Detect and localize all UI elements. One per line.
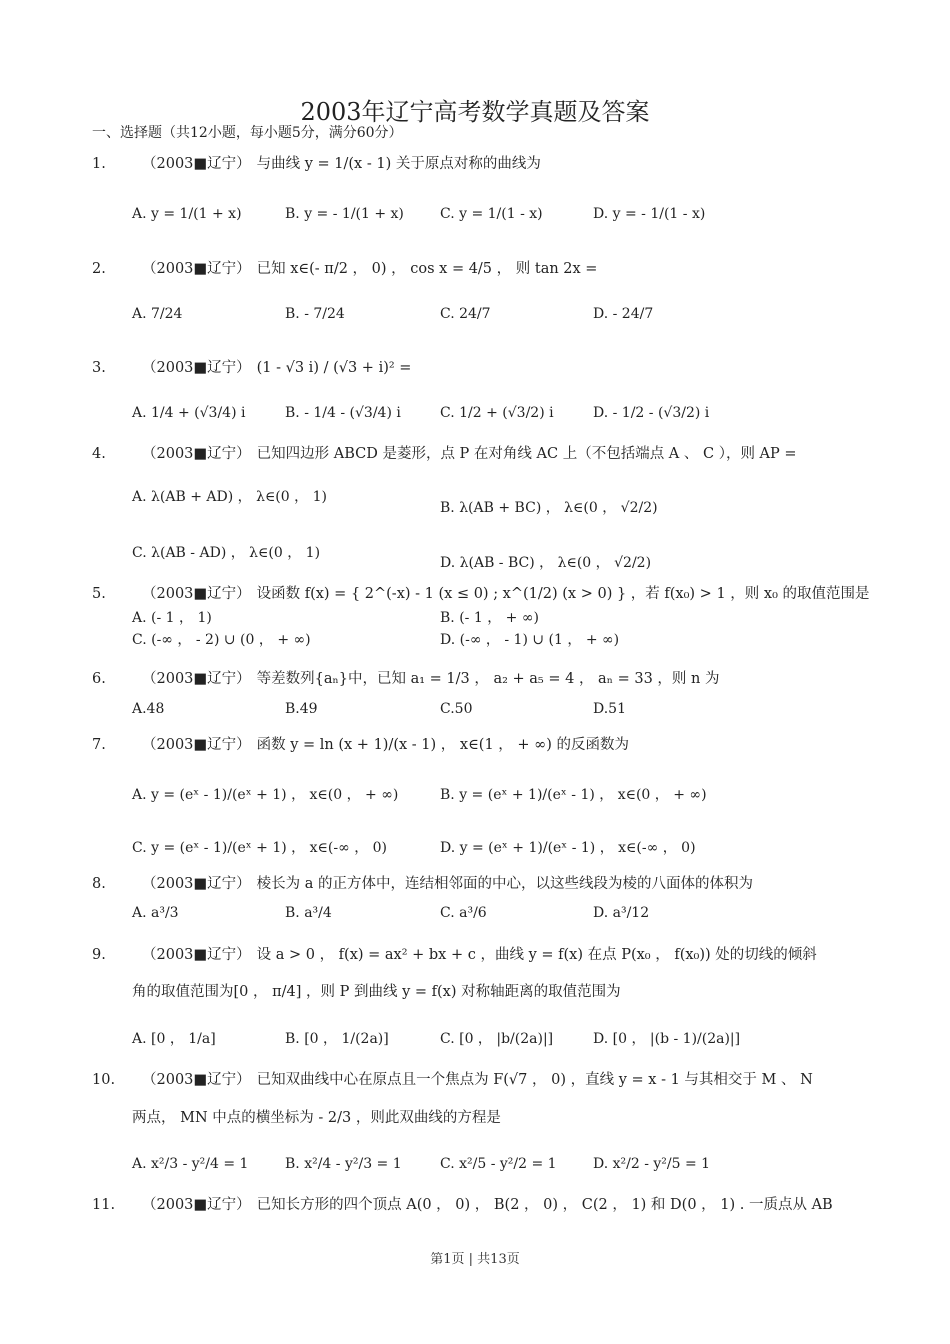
- page-title: 2003年辽宁高考数学真题及答案: [300, 98, 650, 126]
- question-7: [92, 733, 629, 754]
- option-c: C. y = 1/(1 - x): [440, 206, 543, 222]
- option-d: D. y = - 1/(1 - x): [593, 206, 706, 222]
- question-4: [92, 442, 797, 463]
- option-a: A.48: [132, 701, 165, 717]
- option-a: A. x²/3 - y²/4 = 1: [132, 1156, 249, 1172]
- option-d: D. a³/12: [593, 905, 650, 921]
- question-10-continued: 两点， MN 中点的横坐标为 - 2/3 ，则此双曲线的方程是: [132, 1110, 501, 1126]
- question-5: [92, 582, 870, 603]
- question-11: [92, 1193, 833, 1214]
- option-b: B. [0 ， 1/(2a)]: [285, 1031, 389, 1047]
- option-b: B. y = (eˣ + 1)/(eˣ - 1) ， x∈(0 ， + ∞): [440, 787, 707, 803]
- option-a: A. 7/24: [132, 306, 183, 322]
- option-a: A. y = 1/(1 + x): [132, 206, 242, 222]
- question-stem: 已知长方形的四个顶点 A(0 ， 0) ， B(2 ， 0) ， C(2 ， 1) 和 D(0 ， 1) . 一质点从 AB: [256, 1197, 833, 1213]
- question-stem: 等差数列{aₙ}中，已知 a₁ = 1/3 ， a₂ + a₅ = 4 ， aₙ = 33 ，则 n 为: [256, 671, 720, 687]
- question-number: 7.: [92, 737, 106, 753]
- question-number: 1.: [92, 156, 106, 172]
- question-stem: 棱长为 a 的正方体中，连结相邻面的中心，以这些线段为棱的八面体的体积为: [256, 876, 753, 892]
- question-stem: 已知四边形 ABCD 是菱形，点 P 在对角线 AC 上（不包括端点 A 、 C ），则 AP =: [256, 446, 797, 462]
- question-stem: 已知 x∈(- π/2 ， 0) ， cos x = 4/5 ， 则 tan 2x =: [256, 261, 598, 277]
- question-10: [92, 1068, 813, 1089]
- option-c: C.50: [440, 701, 473, 717]
- option-b: B. - 1/4 - (√3/4) i: [285, 405, 401, 421]
- option-b: B. λ(AB + BC) ， λ∈(0 ， √2/2): [440, 500, 658, 516]
- option-c: C. λ(AB - AD) ， λ∈(0 ， 1): [132, 545, 321, 561]
- question-number: 11.: [92, 1197, 116, 1213]
- option-a: A. λ(AB + AD) ， λ∈(0 ， 1): [132, 489, 327, 505]
- question-number: 6.: [92, 671, 106, 687]
- question-source: （2003■辽宁）: [142, 876, 251, 892]
- option-d: D. [0 ， |(b - 1)/(2a)|]: [593, 1031, 741, 1047]
- option-c: C. 24/7: [440, 306, 491, 322]
- section-heading: 一、选择题（共12小题，每小题5分，满分60分）: [92, 125, 403, 141]
- option-c: C. a³/6: [440, 905, 487, 921]
- option-c: C. [0 ， |b/(2a)|]: [440, 1031, 554, 1047]
- question-number: 5.: [92, 586, 106, 602]
- question-source: （2003■辽宁）: [142, 360, 251, 376]
- question-stem: 已知双曲线中心在原点且一个焦点为 F(√7 ， 0) ，直线 y = x - 1 与其相交于 M 、 N: [256, 1072, 813, 1088]
- option-a: A. [0 ， 1/a]: [132, 1031, 216, 1047]
- option-d: D. y = (eˣ + 1)/(eˣ - 1) ， x∈(-∞ ， 0): [440, 840, 696, 856]
- option-c: C. 1/2 + (√3/2) i: [440, 405, 554, 421]
- option-b: B. x²/4 - y²/3 = 1: [285, 1156, 402, 1172]
- question-source: （2003■辽宁）: [142, 671, 251, 687]
- question-3: [92, 356, 411, 377]
- option-d: D. λ(AB - BC) ， λ∈(0 ， √2/2): [440, 555, 652, 571]
- option-a: A. 1/4 + (√3/4) i: [132, 405, 246, 421]
- question-9: [92, 943, 817, 964]
- question-source: （2003■辽宁）: [142, 156, 251, 172]
- question-6: [92, 667, 719, 688]
- question-stem: 设 a > 0 ， f(x) = ax² + bx + c ，曲线 y = f(x) 在点 P(x₀ ， f(x₀)) 处的切线的倾斜: [256, 947, 817, 963]
- question-1: [92, 152, 541, 173]
- question-source: （2003■辽宁）: [142, 261, 251, 277]
- option-d: D. - 24/7: [593, 306, 654, 322]
- option-c: C. y = (eˣ - 1)/(eˣ + 1) ， x∈(-∞ ， 0): [132, 840, 388, 856]
- option-a: A. a³/3: [132, 905, 179, 921]
- option-b: B. y = - 1/(1 + x): [285, 206, 404, 222]
- question-2: [92, 257, 597, 278]
- option-d: D. x²/2 - y²/5 = 1: [593, 1156, 711, 1172]
- page-footer: 第1页 | 共13页: [430, 1252, 520, 1267]
- question-source: （2003■辽宁）: [142, 947, 251, 963]
- option-a: A. y = (eˣ - 1)/(eˣ + 1) ， x∈(0 ， + ∞): [132, 787, 399, 803]
- question-8: [92, 872, 753, 893]
- option-b: B. (- 1 ， + ∞): [440, 610, 539, 626]
- question-source: （2003■辽宁）: [142, 446, 251, 462]
- option-c: C. x²/5 - y²/2 = 1: [440, 1156, 557, 1172]
- question-source: （2003■辽宁）: [142, 1197, 251, 1213]
- question-source: （2003■辽宁）: [142, 1072, 251, 1088]
- question-number: 3.: [92, 360, 106, 376]
- question-number: 4.: [92, 446, 106, 462]
- question-source: （2003■辽宁）: [142, 737, 251, 753]
- question-number: 10.: [92, 1072, 116, 1088]
- option-a: A. (- 1 ， 1): [132, 610, 212, 626]
- option-b: B. a³/4: [285, 905, 332, 921]
- question-number: 9.: [92, 947, 106, 963]
- question-source: （2003■辽宁）: [142, 586, 251, 602]
- question-stem: 设函数 f(x) = { 2^(-x) - 1 (x ≤ 0) ; x^(1/2) (x > 0) } ，若 f(x₀) > 1 ，则 x₀ 的取值范围是: [256, 586, 870, 602]
- option-d: D.51: [593, 701, 626, 717]
- option-b: B.49: [285, 701, 318, 717]
- question-stem: 与曲线 y = 1/(x - 1) 关于原点对称的曲线为: [256, 156, 541, 172]
- question-stem: (1 - √3 i) / (√3 + i)² =: [256, 360, 412, 376]
- question-number: 8.: [92, 876, 106, 892]
- question-9-continued: 角的取值范围为[0 ， π/4] ，则 P 到曲线 y = f(x) 对称轴距离的取值范围为: [132, 984, 621, 1000]
- question-number: 2.: [92, 261, 106, 277]
- option-c: C. (-∞ ， - 2) ∪ (0 ， + ∞): [132, 632, 311, 648]
- option-d: D. (-∞ ， - 1) ∪ (1 ， + ∞): [440, 632, 620, 648]
- option-b: B. - 7/24: [285, 306, 345, 322]
- question-stem: 函数 y = ln (x + 1)/(x - 1) ， x∈(1 ， + ∞) 的反函数为: [256, 737, 629, 753]
- option-d: D. - 1/2 - (√3/2) i: [593, 405, 710, 421]
